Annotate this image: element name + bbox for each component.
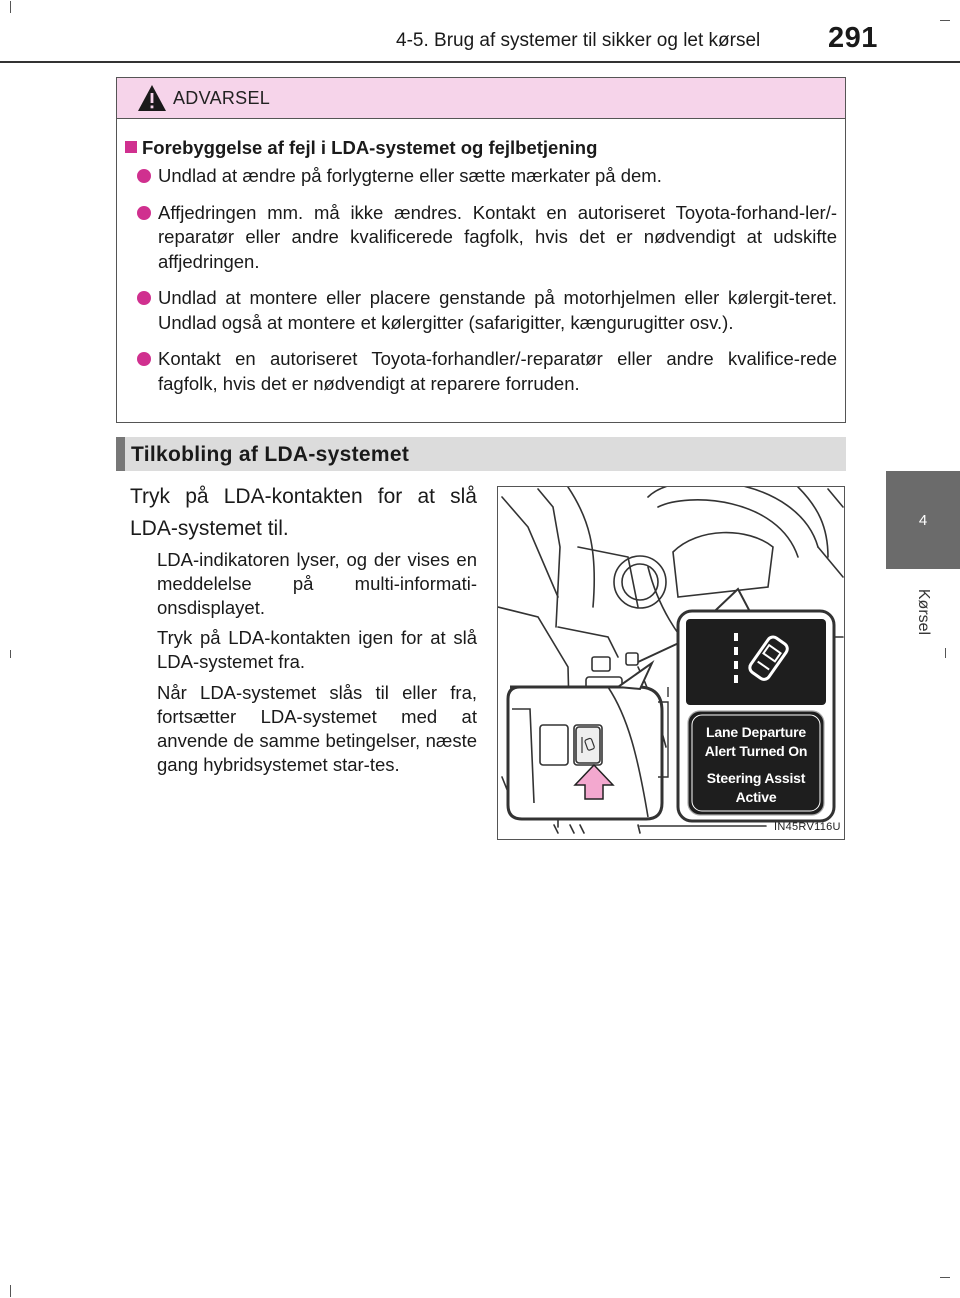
- warning-subheading-text: Forebyggelse af fejl i LDA-systemet og fejlbetjening: [142, 137, 598, 158]
- square-bullet-icon: [125, 141, 137, 153]
- warning-header: [117, 78, 845, 119]
- display-message-line: Active: [735, 789, 777, 805]
- crop-mark: [940, 20, 950, 21]
- step-instruction: Tryk på LDA-kontakten for at slå LDA-systemet til.: [130, 485, 477, 540]
- display-message-line: Steering Assist: [706, 770, 806, 786]
- bullet-text: Kontakt en autoriseret Toyota-forhandler/-reparatør eller andre kvalifice-rede fagfolk, hvis det er nødvendigt at reparere forruden.: [158, 348, 837, 394]
- section-title: Tilkobling af LDA-systemet: [131, 443, 410, 466]
- header-title: 4-5. Brug af systemer til sikker og let kørsel: [396, 30, 761, 51]
- warning-bullet-list: [137, 164, 837, 408]
- list-item: [137, 347, 837, 396]
- bullet-text: Undlad at ændre på forlygterne eller sætte mærkater på dem.: [158, 165, 662, 186]
- list-item: [137, 286, 837, 335]
- crop-mark: [10, 1285, 11, 1297]
- body-paragraph: Tryk på LDA-kontakten igen for at slå LDA-systemet fra.: [157, 627, 477, 672]
- section-heading-bar: [116, 437, 846, 471]
- chapter-label: Kørsel: [914, 588, 932, 635]
- illustration-code: IN45RV116U: [774, 821, 841, 833]
- warning-title: ADVARSEL: [173, 88, 271, 108]
- body-paragraph: Når LDA-systemet slås til eller fra, fortsætter LDA-systemet med at anvende de samme betingelser, næste gang hybridsystemet star-tes.: [157, 682, 477, 775]
- section-accent: [116, 437, 125, 471]
- body-paragraph: LDA-indikatoren lyser, og der vises en meddelelse på multi-informati-onsdisplayet.: [157, 549, 477, 618]
- bullet-dot-icon: [137, 291, 151, 305]
- crop-mark: [10, 650, 11, 658]
- page-number: 291: [828, 22, 878, 54]
- display-message-line: Alert Turned On: [704, 743, 808, 759]
- dashboard-illustration: [497, 486, 845, 840]
- bullet-dot-icon: [137, 352, 151, 366]
- header-rule: [0, 61, 960, 63]
- list-item: [137, 201, 837, 275]
- crop-mark: [10, 1, 11, 13]
- bullet-text: Undlad at montere eller placere genstande på motorhjelmen eller kølergit-teret. Undlad også at montere et kølergitter (safarigitter, kængurugitter osv.).: [158, 287, 837, 333]
- bullet-dot-icon: [137, 169, 151, 183]
- warning-box: [116, 77, 846, 423]
- warning-subheading: [125, 137, 597, 159]
- warning-triangle-icon: [137, 84, 167, 112]
- display-message-line: Lane Departure: [706, 724, 806, 740]
- crop-mark: [940, 1277, 950, 1278]
- bullet-text: Affjedringen mm. må ikke ændres. Kontakt en autoriseret Toyota-forhand-ler/-reparatør eller andre kvalificerede fagfolk, hvis det er nødvendigt at udskifte affjedringen.: [158, 201, 837, 272]
- chapter-tab: [886, 471, 960, 569]
- chapter-number: 4: [918, 511, 928, 529]
- bullet-dot-icon: [137, 206, 151, 220]
- chapter-label-area: [886, 569, 960, 654]
- list-item: [137, 164, 837, 189]
